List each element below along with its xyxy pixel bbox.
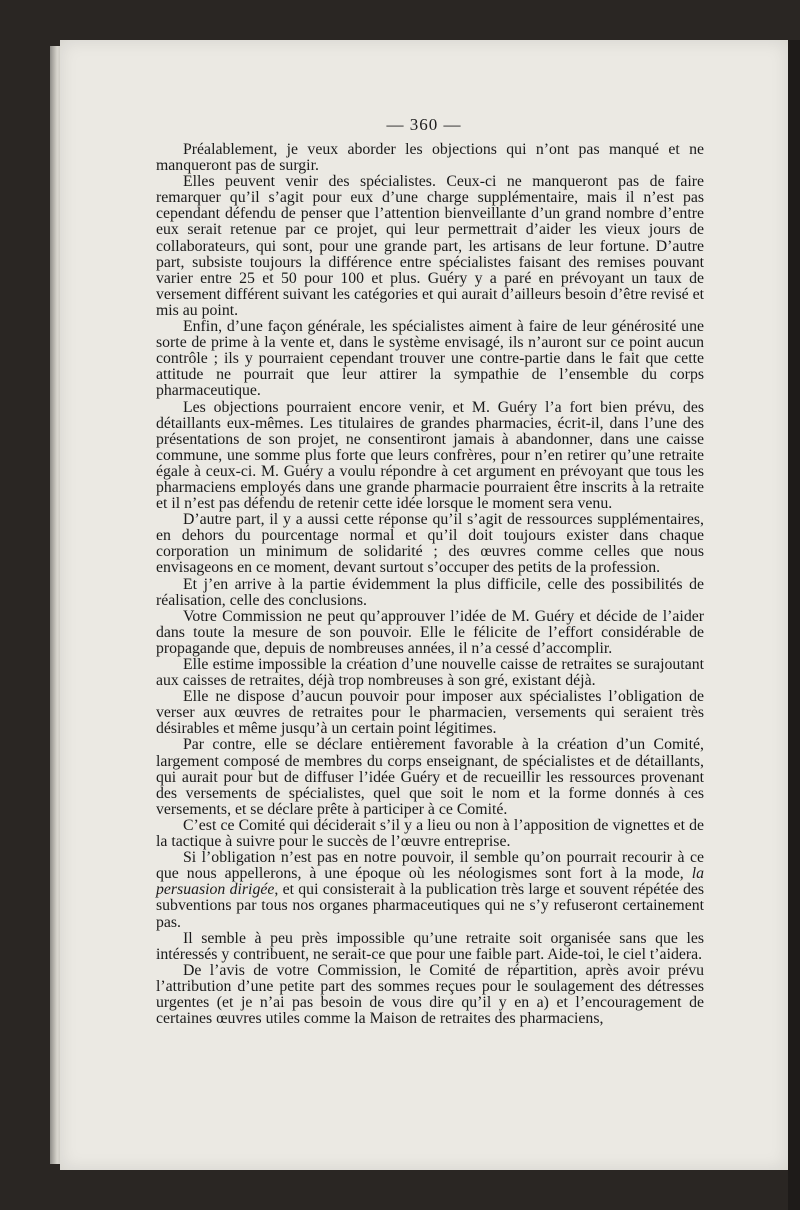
paragraph: C’est ce Comité qui déciderait s’il y a lieu ou non à l’apposition de vignettes et de la tactique à suivre pour le succès de l’œuvre entreprise. — [156, 816, 704, 851]
document-page — [60, 40, 788, 1170]
paragraph: Elles peuvent venir des spécialistes. Ceux-ci ne manqueront pas de faire remarquer qu’il s’agit pour eux d’une charge supplémentaire, mais il n’est pas cependant défendu de penser que l’attention bienveillante d’un grand nombre d’entre eux serait retenue par ce projet, qui leur permettrait d’aider les vieux jours de collaborateurs, qui sont, pour une grande part, les artisans de leur fortune. D’autre part, subsiste toujours la différence entre spécialistes faisant des remises pouvant varier entre 25 et 50 pour 100 et plus. Guéry y a paré en prévoyant un taux de versement différent suivant les catégories et qui aurait d’ailleurs besoin d’être revisé et mis au point. — [156, 173, 705, 319]
paragraph: Il semble à peu près impossible qu’une retraite soit organisée sans que les intéressés y contribuent, ne serait-ce que pour une faible part. Aide-toi, le ciel t’aidera. — [156, 929, 704, 963]
paragraph-text: , et qui consisterait à la publication très large et souvent répétée des subventions par tous nos organes pharmaceutiques qui ne s’y refuseront certainement pas. — [156, 881, 705, 931]
paragraph: Enfin, d’une façon générale, les spécialistes aiment à faire de leur générosité une sorte de prime à la vente et, dans le système envisagé, ils n’auront sur ce point aucun contrôle ; ils y pourraient cependant trouver une contre-partie dans le fait que cette attitude ne pourrait que leur attirer la sympathie de l’ensemble du corps pharmaceutique. — [156, 318, 704, 400]
paragraph: Elle estime impossible la création d’une nouvelle caisse de retraites se surajoutant aux caisses de retraites, déjà trop nombreuses à son gré, existant déjà. — [156, 656, 704, 690]
paragraph: Préalablement, je veux aborder les objections qui n’ont pas manqué et ne manqueront pas de surgir. — [156, 141, 704, 175]
paragraph: Par contre, elle se déclare entièrement favorable à la création d’un Comité, largement composé de membres du corps enseignant, de spécialistes et de détaillants, qui aurait pour but de diffuser l’idée Guéry et de recueillir les ressources provenant des versements de spécialistes, quel que soit le nom et la forme donnés à ces versements, et se déclare prête à participer à ce Comité. — [156, 736, 704, 818]
paragraph-text: Si l’obligation n’est pas en notre pouvoir, il semble qu’on pourrait recourir à ce que nous appellerons, à une époque où les néologismes sont fort à la mode, — [156, 849, 704, 883]
page-shadow — [788, 40, 800, 1210]
paragraph: Elle ne dispose d’aucun pouvoir pour imposer aux spécialistes l’obligation de verser aux œuvres de retraites pour le pharmacien, versements qui seraient très désirables et même jusqu’à un certain point légitimes. — [156, 688, 704, 738]
page-number: — 360 — — [386, 115, 462, 134]
paragraph: Et j’en arrive à la partie évidemment la plus difficile, celle des possibilités de réalisation, celle des conclusions. — [156, 575, 704, 609]
paragraph — [156, 850, 704, 930]
body-text — [156, 142, 704, 1027]
paragraph: De l’avis de votre Commission, le Comité de répartition, après avoir prévu l’attribution d’une petite part des sommes reçues pour le soulagement des détresses urgentes (et je n’ai pas besoin de vous dire qu’il y en a) et l’encouragement de certaines œuvres utiles comme la Maison de retraites des pharmaciens, — [156, 961, 704, 1028]
paragraph: D’autre part, il y a aussi cette réponse qu’il s’agit de ressources supplémentaires, en dehors du pourcentage normal et qu’il doit toujours exister dans chaque corporation un minimum de solidarité ; des œuvres comme celles que nous envisageons en ce moment, devant surtout s’occuper des petits de la profession. — [156, 511, 704, 577]
paragraph: Les objections pourraient encore venir, et M. Guéry l’a fort bien prévu, des détaillants eux-mêmes. Les titulaires de grandes pharmacies, écrit-il, dans l’une des présentations de son projet, ne consentiront jamais à abandonner, dans une caisse commune, une somme plus forte que leurs confrères, pour n’en retirer qu’une retraite égale à ceux-ci. M. Guéry a voulu répondre à cet argument en prévoyant que tous les pharmaciens employés dans une grande pharmacie pourraient être inscrits à la retraite et il n’est pas défendu de retenir cette idée lorsque le moment sera venu. — [156, 398, 704, 513]
italic-phrase: la persuasion dirigée — [156, 865, 704, 899]
paragraph: Votre Commission ne peut qu’approuver l’idée de M. Guéry et décide de l’aider dans toute la mesure de son pouvoir. Elle le félicite de l’effort considérable de propagande que, depuis de nombreuses années, il n’a cessé d’accomplir. — [156, 607, 704, 657]
